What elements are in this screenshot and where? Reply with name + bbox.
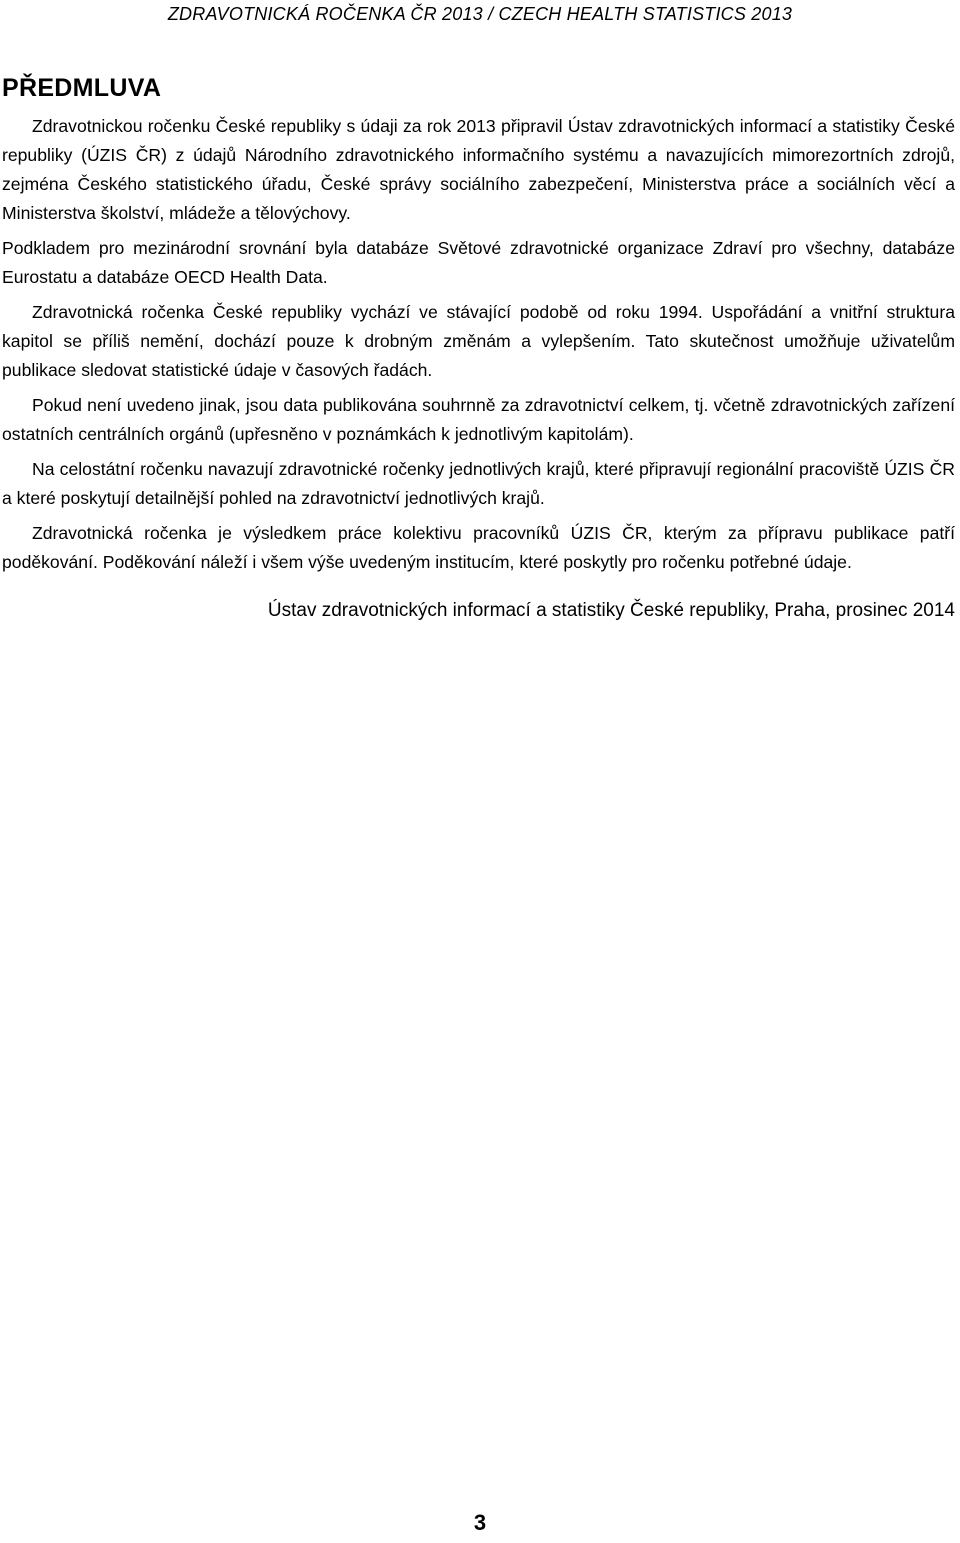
paragraph-acknowledgement: Zdravotnická ročenka je výsledkem práce kolektivu pracovníků ÚZIS ČR, kterým za přípravu publikace patří poděkování. Poděkování náleží i všem výše uvedeným institucím, které poskytly pro ročenku potřebné údaje. — [2, 523, 955, 572]
running-header: ZDRAVOTNICKÁ ROČENKA ČR 2013 / CZECH HEALTH STATISTICS 2013 — [167, 4, 793, 24]
paragraph-structure: Zdravotnická ročenka České republiky vychází ve stávající podobě od roku 1994. Uspořádání a vnitřní struktura kapitol se příliš nemění, dochází pouze k drobným změnám a vylepšením. Tato skutečnost umožňuje uživatelům publikace sledovat statistické údaje v časových řadách. — [2, 302, 955, 380]
document-body — [2, 112, 955, 583]
paragraph-data-scope: Pokud není uvedeno jinak, jsou data publikována souhrnně za zdravotnictví celkem, tj. včetně zdravotnických zařízení ostatních centrálních orgánů (upřesněno v poznámkách k jednotlivým kapitolám). — [2, 395, 955, 444]
paragraph-international-comparison: Podkladem pro mezinárodní srovnání byla databáze Světové zdravotnické organizace Zdraví pro všechny, databáze Eurostatu a databáze OECD Health Data. — [2, 238, 955, 287]
paragraph-intro: Zdravotnickou ročenku České republiky s údaji za rok 2013 připravil Ústav zdravotnických informací a statistiky České republiky (ÚZIS ČR) z údajů Národního zdravotnického informačního systému a navazujících mimorezortních zdrojů, zejména Českého statistického úřadu, České správy sociálního zabezpečení, Ministerstva práce a sociálních věcí a Ministerstva školství, mládeže a tělovýchovy. — [2, 116, 955, 223]
paragraph-regional-yearbooks: Na celostátní ročenku navazují zdravotnické ročenky jednotlivých krajů, které připravují regionální pracoviště ÚZIS ČR a které poskytují detailnější pohled na zdravotnictví jednotlivých krajů. — [2, 459, 955, 508]
page-number: 3 — [473, 1510, 487, 1535]
page-title: PŘEDMLUVA — [2, 74, 162, 102]
signature-line: Ústav zdravotnických informací a statistiky České republiky, Praha, prosinec 2014 — [267, 600, 955, 621]
